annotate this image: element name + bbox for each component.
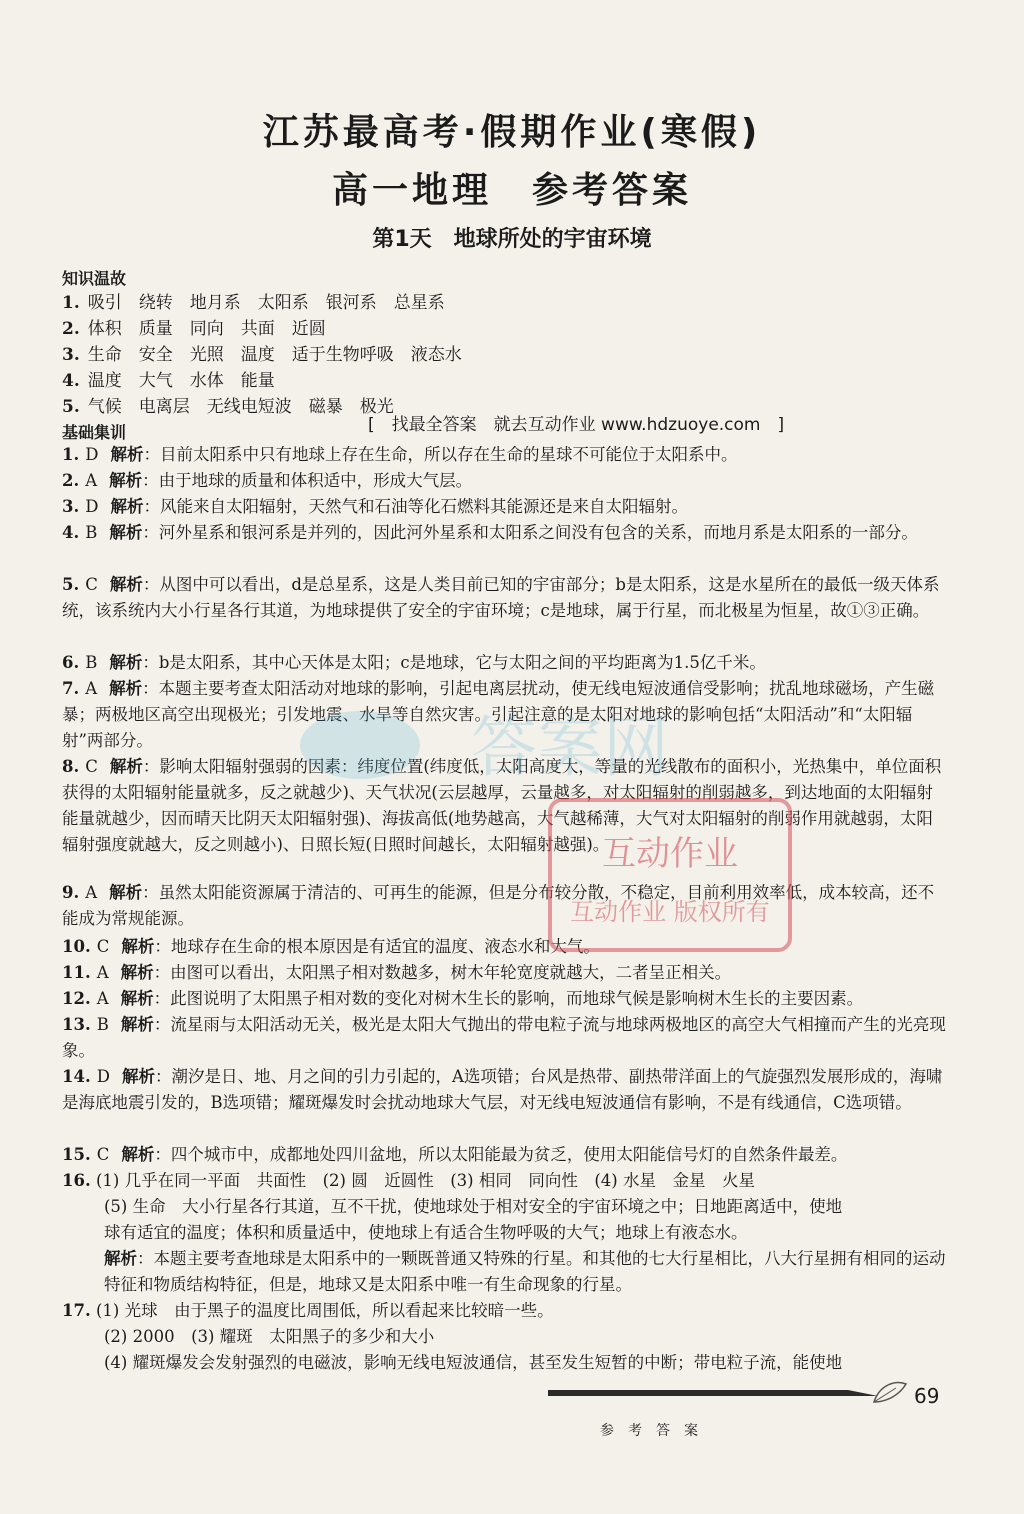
review-item: 3. 生命 安全 光照 温度 适于生物呼吸 液态水 [62, 345, 462, 365]
page-subtitle: 高一地理 参考答案 [331, 170, 692, 211]
review-item: 4. 温度 大气 水体 能量 [62, 371, 275, 391]
watermark-text: 答案网 [471, 709, 669, 786]
answer-item: 12. A 解析：此图说明了太阳黑子相对数的变化对树木生长的影响，而地球气候是影响树木生长的主要因素。 [62, 989, 864, 1008]
answer-item-16: 16. (1) 几乎在同一平面 共面性 (2) 圆 近圆性 (3) 相同 同向性 (4) 水星 金星 火星 [62, 1171, 755, 1190]
answer-item: 2. A 解析：由于地球的质量和体积适中，形成大气层。 [62, 471, 473, 490]
page-number: 69 [914, 1384, 940, 1408]
answer-item-17: 17. (1) 光球 由于黑子的温度比周围低，所以看起来比较暗一些。 [62, 1301, 554, 1320]
answer-item: 1. D 解析：目前太阳系中只有地球上存在生命，所以存在生命的星球不可能位于太阳系中。 [62, 445, 738, 464]
answer-item: 8. C 解析：影响太阳辐射强弱的因素：纬度位置(纬度低，太阳高度大，等量的光线散布的面积小，光热集中，单位面积获得的太阳辐射能量就多，反之就越少)、天气状况(云层越厚，云量越多，对太阳辐射的削弱越多，到达地面的太阳辐射能量就越少，因而晴天比阴天太阳辐射强)、海拔高低(地势越高，大气越稀薄，大气对太阳辐射的削弱作用就越弱，太阳辐射强度就越大，反之则越小)、日照长短(日照时间越长，太阳辐射越强)。 [62, 757, 942, 854]
answer-item: 9. A 解析：虽然太阳能资源属于清洁的、可再生的能源，但是分布较分散，不稳定，目前利用效率低，成本较高，还不能成为常规能源。 [62, 883, 935, 928]
stamp-line2: 互动作业 版权所有 [570, 898, 770, 926]
stamp-line1: 互动作业 [602, 834, 738, 874]
answer-item: 13. B 解析：流星雨与太阳活动无关，极光是太阳大气抛出的带电粒子流与地球两极地区的高空大气相撞而产生的光亮现象。 [62, 1015, 946, 1060]
answer-item: 11. A 解析：由图可以看出，太阳黑子相对数越多，树木年轮宽度就越大，二者呈正相关。 [62, 963, 732, 982]
review-item: 5. 气候 电离层 无线电短波 磁暴 极光 [62, 397, 394, 417]
section-review-heading: 知识温故 [62, 269, 127, 288]
promo-banner: [ 找最全答案 就去互动作业 www.hdzuoye.com ] [368, 415, 785, 435]
answer-item: 14. D 解析：潮汐是日、地、月之间的引力引起的，A选项错；台风是热带、副热带洋面上的气旋强烈发展形成的，海啸是海底地震引发的，B选项错；耀斑爆发时会扰动地球大气层，对无线电短波通信有影响，不是有线通信，C选项错。 [62, 1067, 943, 1112]
review-item: 1. 吸引 绕转 地月系 太阳系 银河系 总星系 [62, 293, 445, 313]
section-basic-heading: 基础集训 [62, 423, 127, 442]
answer-item: 4. B 解析：河外星系和银河系是并列的，因此河外星系和太阳系之间没有包含的关系，而地月系是太阳系的一部分。 [62, 523, 918, 542]
watermark-logo [290, 700, 750, 790]
copyright-stamp [540, 790, 800, 960]
answer-item: 15. C 解析：四个城市中，成都地处四川盆地，所以太阳能最为贫乏，使用太阳能信号灯的自然条件最差。 [62, 1145, 848, 1164]
answer-item: 3. D 解析：风能来自太阳辐射，天然气和石油等化石燃料其能源还是来自太阳辐射。 [62, 497, 688, 516]
answer-item: 10. C 解析：地球存在生命的根本原因是有适宜的温度、液态水和大气。 [62, 937, 600, 956]
leaf-icon [870, 1378, 910, 1408]
answer-16-analysis: 解析：本题主要考查地球是太阳系中的一颗既普通又特殊的行星。和其他的七大行星相比，八大行星拥有相同的运动特征和物质结构特征，但是，地球又是太阳系中唯一有生命现象的行星。 [104, 1249, 946, 1294]
answer-16-line: (5) 生命 大小行星各行其道，互不干扰，使地球处于相对安全的宇宙环境之中；日地距离适中，使地 [104, 1197, 843, 1216]
answer-item: 5. C 解析：从图中可以看出，d是总星系，这是人类目前已知的宇宙部分；b是太阳系，这是水星所在的最低一级天体系统，该系统内大小行星各行其道，为地球提供了安全的宇宙环境；c是地球，属于行星，而北极星为恒星，故①③正确。 [62, 575, 940, 620]
answer-16-line: 球有适宜的温度；体积和质量适中，使地球上有适合生物呼吸的大气；地球上有液态水。 [104, 1223, 748, 1242]
footer-rule [548, 1390, 878, 1396]
footer-label: 参考答案 [600, 1423, 712, 1439]
answer-item: 6. B 解析：b是太阳系，其中心天体是太阳；c是地球，它与太阳之间的平均距离为1.5亿千米。 [62, 653, 766, 672]
answer-17-line: (2) 2000 (3) 耀斑 太阳黑子的多少和大小 [104, 1327, 435, 1346]
page-title: 江苏最高考·假期作业(寒假) [262, 112, 762, 153]
answer-item: 7. A 解析：本题主要考查太阳活动对地球的影响，引起电离层扰动，使无线电短波通信受影响；扰乱地球磁场，产生磁暴；两极地区高空出现极光；引发地震、水旱等自然灾害。引起注意的是太阳对地球的影响包括“太阳活动”和“太阳辐射”两部分。 [62, 679, 935, 750]
review-item: 2. 体积 质量 同向 共面 近圆 [62, 319, 326, 339]
answer-17-line: (4) 耀斑爆发会发射强烈的电磁波，影响无线电短波通信，甚至发生短暂的中断；带电粒子流，能使地 [104, 1353, 843, 1372]
day-title: 第1天 地球所处的宇宙环境 [372, 227, 652, 252]
